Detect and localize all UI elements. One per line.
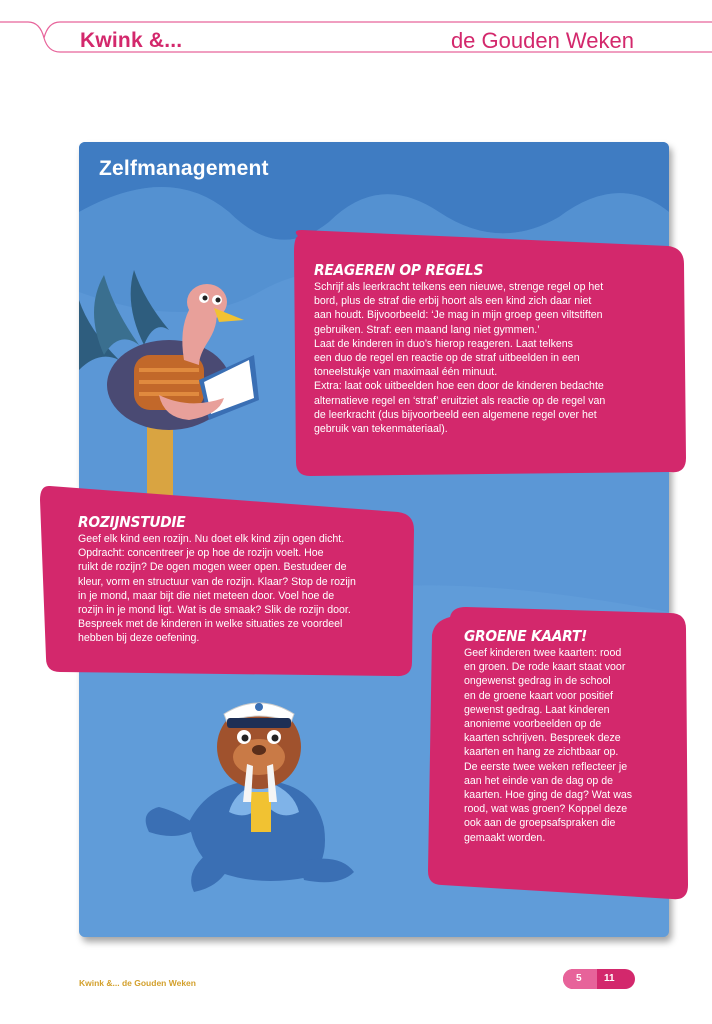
card-title: ROZIJNSTUDIE [78, 513, 186, 531]
card-body: Geef elk kind een rozijn. Nu doet elk kind zijn ogen dicht. Opdracht: concentreer je op hoe de rozijn voelt. Hoe ruikt de rozijn? De ogen mogen weer open. Bestudeer de kleur, vorm en structuur van de rozijn. Klaar? Stop de rozijn in je mond, maar bijt die niet meteen door. Voel hoe de rozijn in je mond ligt. Wat is de smaak? Slik de rozijn door. Bespreek met de kinderen in welke situaties ze voordeel hebben bij deze oefening. [78, 533, 356, 645]
brand-title: Kwink &... [80, 29, 183, 52]
card-reageren-op-regels [288, 228, 688, 478]
card-body: Geef kinderen twee kaarten: rood en groen. De rode kaart staat voor ongewenst gedrag in de school en de groene kaart voor positief gewenst gedrag. Laat kinderen anonieme voorbeelden op de kaarten schrijven. Bespreek deze kaarten en hang ze zichtbaar op. De eerste twee weken reflecteer je aan het einde van de dag op de kaarten. Hoe ging de dag? Wat was rood, wat was groen? Koppel deze ook aan de groepsafspraken die gemaakt worden. [464, 647, 633, 844]
turkey-illustration [79, 260, 279, 500]
page-current: 5 [576, 973, 582, 984]
card-rozijnstudie [36, 482, 418, 679]
card-groene-kaart [420, 605, 692, 903]
header-subtitle: de Gouden Weken [450, 28, 634, 53]
walrus-illustration [139, 662, 389, 912]
panel-title: Zelfmanagement [99, 157, 269, 180]
page-indicator-pill [563, 969, 635, 989]
page-indicator [563, 969, 635, 989]
card-title: REAGEREN OP REGELS [314, 261, 484, 279]
card-title: GROENE KAART! [464, 627, 588, 645]
page-header [0, 0, 712, 60]
card-body: Schrijf als leerkracht telkens een nieuwe, strenge regel op het bord, plus de straf die erbij hoort als een kind zich daar niet aan houdt. Bijvoorbeeld: ‘Je mag in mijn groep geen viltstiften gebruiken. Straf: een maand lang niet gymmen.’ Laat de kinderen in duo’s hierop reageren. Laat telkens een duo de regel en reactie op de straf uitbeelden in een toneelstukje van maximaal één minuut. Extra: laat ook uitbeelden hoe een door de kinderen bedachte alternatieve regel en ‘straf’ eruitziet als reactie op de regel van de leerkracht (dus bijvoorbeeld een algemene regel over het gebruik van tekenmateriaal). [314, 281, 606, 436]
page-total: 11 [604, 973, 615, 984]
footer-text: Kwink &... de Gouden Weken [79, 978, 196, 988]
